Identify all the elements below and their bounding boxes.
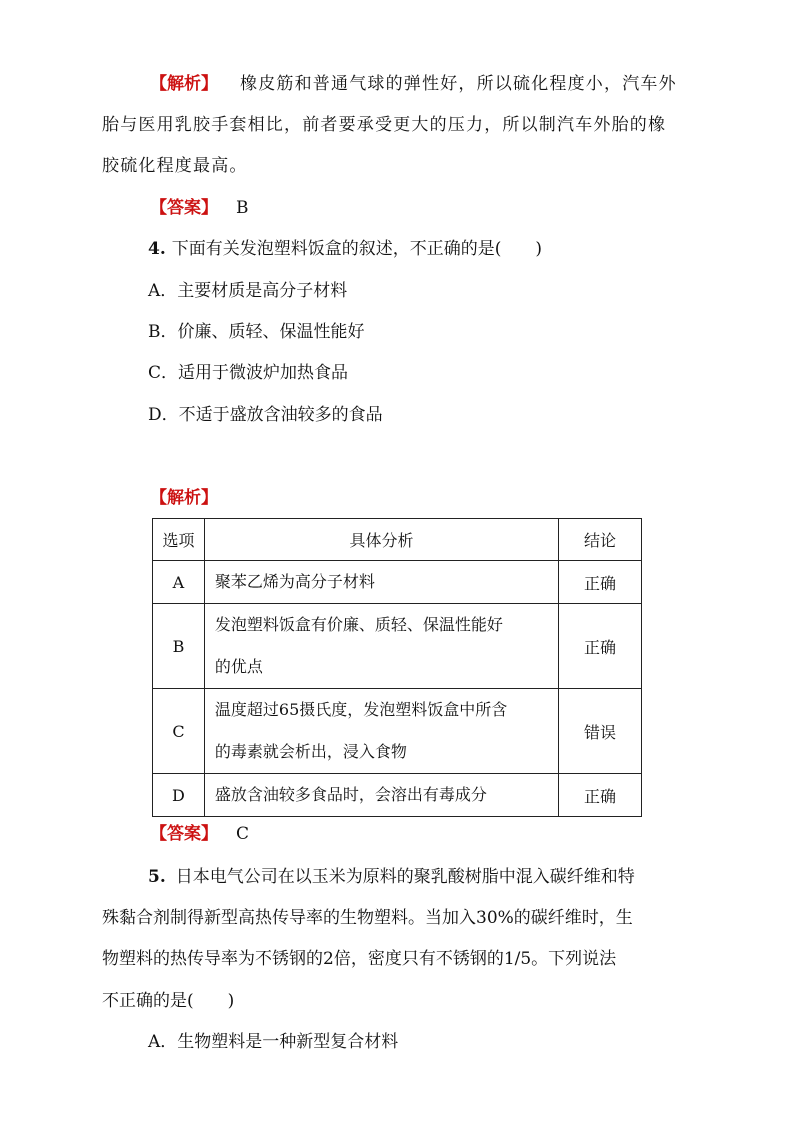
row-option: B	[153, 604, 205, 689]
row-option: D	[153, 774, 205, 817]
prev-analysis-line-3: 胶硫化程度最高。	[102, 156, 248, 176]
prev-analysis-line-2: 胎与医用乳胶手套相比，前者要承受更大的压力，所以制汽车外胎的橡	[102, 115, 667, 135]
q5-stem-line-3: 物塑料的热传导率为不锈钢的2倍，密度只有不锈钢的1/5。下列说法	[102, 949, 617, 969]
q4-option-d: D．不适于盛放含油较多的食品	[148, 405, 383, 425]
header-option: 选项	[153, 519, 205, 561]
q5-stem-line-2: 殊黏合剂制得新型高热传导率的生物塑料。当加入30%的碳纤维时，生	[102, 908, 633, 928]
row-result: 正确	[559, 561, 642, 604]
row-option: A	[153, 561, 205, 604]
table-header-row	[153, 519, 642, 561]
table-row	[153, 774, 642, 817]
question-number: 5.	[148, 867, 166, 887]
q4-option-c: C．适用于微波炉加热食品	[148, 363, 349, 383]
q5-stem-line-1: 5. 日本电气公司在以玉米为原料的聚乳酸树脂中混入碳纤维和特	[148, 867, 635, 887]
question-number: 4.	[148, 239, 166, 259]
row-result: 错误	[559, 689, 642, 774]
row-option: C	[153, 689, 205, 774]
q5-option-a: A．生物塑料是一种新型复合材料	[148, 1032, 399, 1052]
answer-tag: 【答案】	[150, 824, 218, 844]
row-result: 正确	[559, 604, 642, 689]
header-result: 结论	[559, 519, 642, 561]
q4-option-b: B．价廉、质轻、保温性能好	[148, 322, 365, 342]
q4-analysis-tag: 【解析】	[150, 488, 218, 508]
prev-analysis-line-1: 【解析】 橡皮筋和普通气球的弹性好，所以硫化程度小，汽车外	[150, 74, 677, 94]
answer-tag: 【答案】	[150, 198, 218, 218]
row-detail: 温度超过65摄氏度，发泡塑料饭盒中所含 的毒素就会析出，浸入食物	[204, 689, 558, 774]
row-detail: 发泡塑料饭盒有价廉、质轻、保温性能好 的优点	[204, 604, 558, 689]
row-detail: 盛放含油较多食品时，会溶出有毒成分	[204, 774, 558, 817]
table-row	[153, 561, 642, 604]
table-row	[153, 689, 642, 774]
prev-answer	[150, 196, 249, 220]
analysis-table	[152, 518, 642, 817]
analysis-tag: 【解析】	[150, 74, 218, 94]
q4-option-a: A．主要材质是高分子材料	[148, 281, 348, 301]
q4-stem: 4. 下面有关发泡塑料饭盒的叙述，不正确的是( )	[148, 239, 543, 259]
header-detail: 具体分析	[204, 519, 558, 561]
table-row	[153, 604, 642, 689]
row-detail: 聚苯乙烯为高分子材料	[204, 561, 558, 604]
row-result: 正确	[559, 774, 642, 817]
answer-value: B	[236, 198, 249, 218]
answer-value: C	[236, 824, 250, 844]
q4-answer	[150, 822, 249, 846]
q5-stem-line-4: 不正确的是( )	[102, 991, 235, 1011]
